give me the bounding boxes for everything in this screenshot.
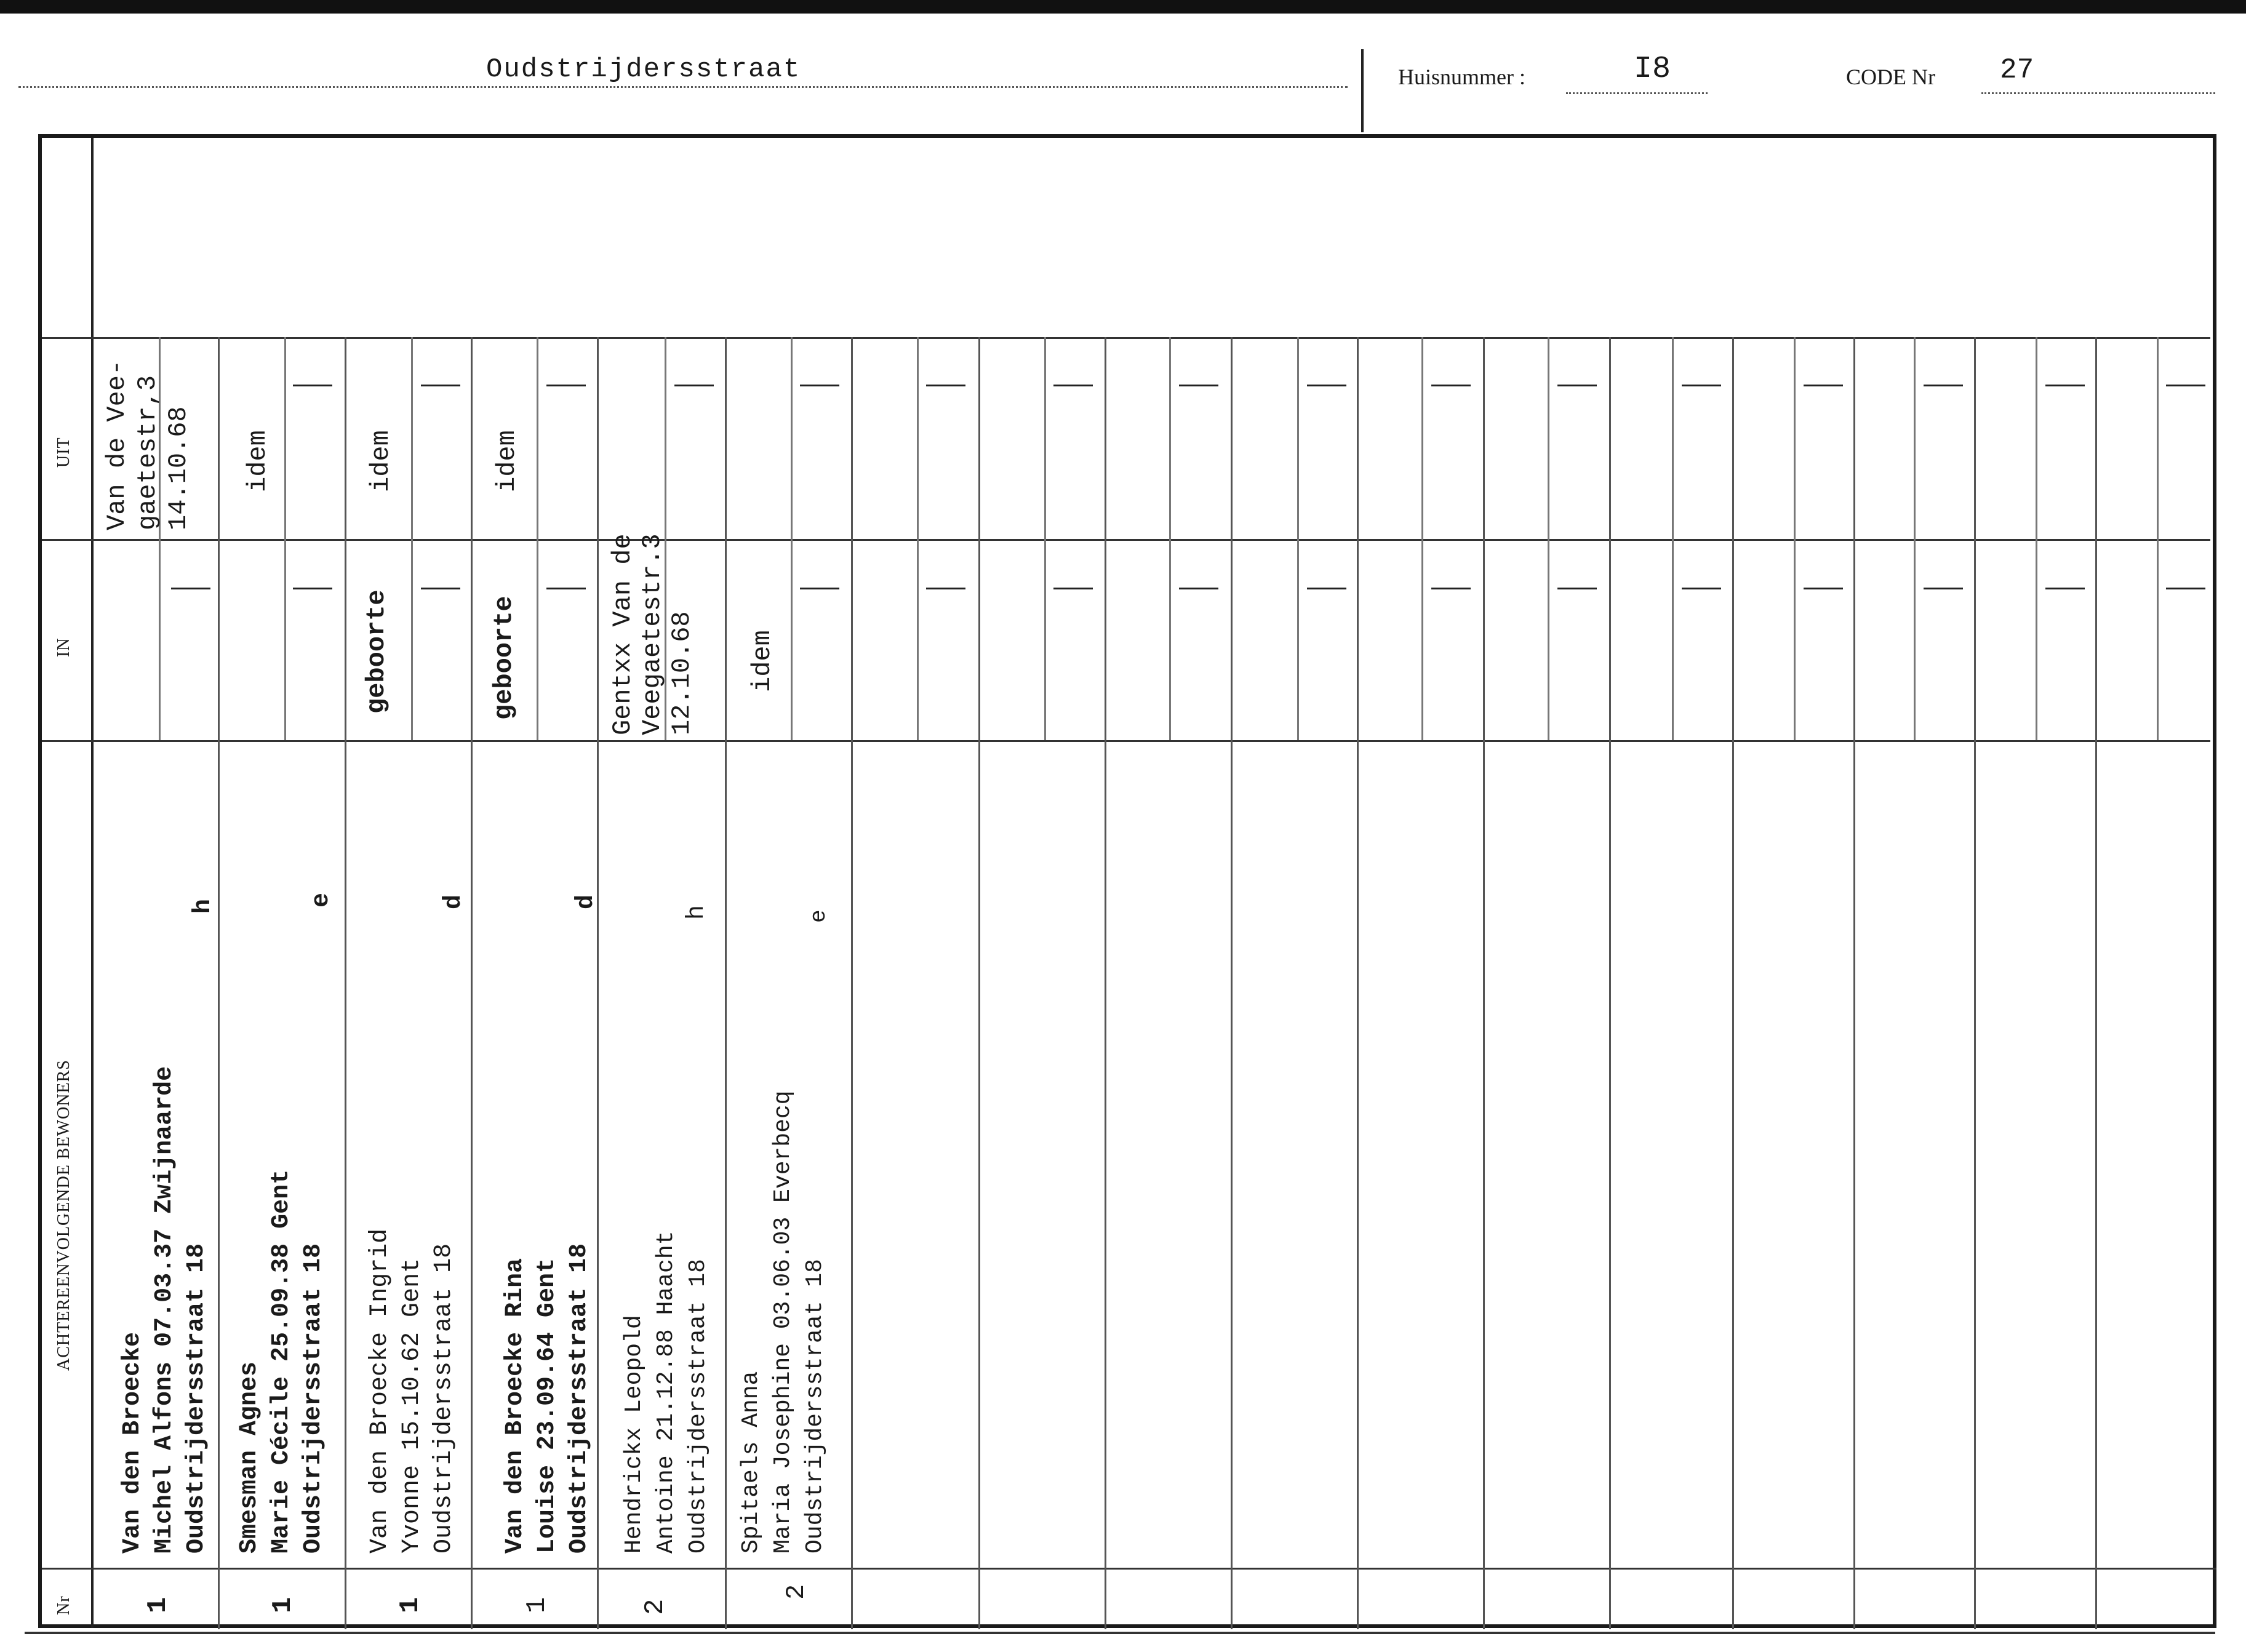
resident-given-names-birth: Yvonne 15.10.62 Gent bbox=[398, 1258, 426, 1554]
resident-1-nr: 1 bbox=[143, 1597, 174, 1613]
sub-column-divider bbox=[2157, 337, 2159, 740]
resident-5-details bbox=[618, 1231, 714, 1554]
resident-address: Oudstrijdersstraat 18 bbox=[300, 1243, 327, 1554]
section-label-column bbox=[42, 138, 94, 1628]
in-line: idem bbox=[748, 630, 777, 692]
resident-given-names-birth: Louise 23.09.64 Gent bbox=[534, 1258, 561, 1554]
empty-mark bbox=[1179, 385, 1218, 386]
resident-4-details bbox=[500, 1243, 596, 1554]
uit-line: idem bbox=[243, 430, 273, 492]
empty-mark bbox=[1307, 588, 1346, 589]
empty-mark bbox=[926, 588, 965, 589]
uit-line: gaetestr,3 bbox=[133, 375, 162, 530]
empty-mark bbox=[1804, 588, 1843, 589]
empty-mark bbox=[1557, 588, 1597, 589]
resident-name: Van den Broecke bbox=[119, 1331, 146, 1554]
sub-column-divider bbox=[411, 337, 413, 740]
column-divider bbox=[1231, 337, 1233, 1629]
empty-mark bbox=[926, 385, 965, 386]
sub-column-divider bbox=[284, 337, 286, 740]
empty-mark bbox=[171, 588, 210, 589]
house-number-dotted-line bbox=[1566, 92, 1708, 94]
section-label-in: IN bbox=[54, 637, 73, 657]
sub-column-divider bbox=[1914, 337, 1916, 740]
column-divider bbox=[597, 337, 599, 1629]
section-label-uit: UIT bbox=[54, 437, 73, 468]
header-separator bbox=[1361, 49, 1364, 132]
resident-3-mark: d bbox=[440, 894, 468, 909]
label-divider-uit bbox=[42, 337, 94, 339]
resident-address: Oudstrijdersstraat 18 bbox=[802, 1259, 828, 1554]
sub-column-divider bbox=[1548, 337, 1549, 740]
sub-column-divider bbox=[1794, 337, 1796, 740]
empty-mark bbox=[421, 385, 460, 386]
empty-mark bbox=[1053, 588, 1093, 589]
resident-1-details bbox=[117, 1066, 213, 1554]
resident-5-nr: 2 bbox=[640, 1598, 671, 1615]
empty-mark bbox=[1053, 385, 1093, 386]
sub-column-divider bbox=[1672, 337, 1674, 740]
sub-column-divider bbox=[791, 337, 793, 740]
resident-name: Van den Broecke Rina bbox=[502, 1258, 529, 1554]
empty-mark bbox=[1179, 588, 1218, 589]
resident-3-in bbox=[362, 589, 391, 714]
resident-given-names-birth: Maria Josephine 03.06.03 Everbecq bbox=[770, 1090, 796, 1554]
empty-mark bbox=[800, 385, 839, 386]
label-divider-bewoners bbox=[42, 740, 94, 742]
empty-mark bbox=[2166, 588, 2205, 589]
empty-mark bbox=[1431, 588, 1471, 589]
empty-mark bbox=[800, 588, 839, 589]
street-dotted-line bbox=[18, 86, 1348, 88]
sub-column-divider bbox=[537, 337, 538, 740]
column-divider bbox=[471, 337, 473, 1629]
empty-mark bbox=[1682, 385, 1721, 386]
resident-address: Oudstrijdersstraat 18 bbox=[565, 1243, 593, 1554]
code-number-value: 27 bbox=[2000, 54, 2034, 86]
sub-column-divider bbox=[1169, 337, 1171, 740]
column-divider bbox=[1974, 337, 1976, 1629]
empty-mark bbox=[546, 385, 586, 386]
resident-3-details bbox=[364, 1229, 460, 1554]
empty-mark bbox=[1431, 385, 1471, 386]
column-divider bbox=[1609, 337, 1611, 1629]
scan-top-edge bbox=[0, 0, 2246, 14]
resident-4-uit bbox=[492, 430, 522, 492]
empty-mark bbox=[1307, 385, 1346, 386]
resident-6-details bbox=[735, 1090, 831, 1554]
resident-5-in bbox=[608, 533, 697, 735]
resident-address: Oudstrijdersstraat 18 bbox=[183, 1243, 210, 1554]
resident-4-in bbox=[489, 596, 519, 720]
code-dotted-line bbox=[1981, 92, 2215, 94]
scan-bottom-edge bbox=[25, 1632, 2215, 1634]
column-divider bbox=[725, 337, 727, 1629]
resident-6-mark: e bbox=[806, 909, 831, 923]
section-label-nr: Nr bbox=[54, 1595, 73, 1615]
empty-mark bbox=[674, 385, 714, 386]
column-divider bbox=[851, 337, 853, 1629]
resident-2-nr: 1 bbox=[268, 1597, 298, 1613]
in-line: Veegaetestr.3 bbox=[637, 533, 667, 735]
in-line: geboorte bbox=[489, 596, 519, 720]
resident-given-names-birth: Antoine 21.12.88 Haacht bbox=[653, 1231, 679, 1554]
column-divider bbox=[218, 337, 220, 1629]
resident-3-nr: 1 bbox=[395, 1597, 426, 1613]
sub-column-divider bbox=[2036, 337, 2037, 740]
sub-column-divider bbox=[1044, 337, 1046, 740]
column-divider bbox=[1732, 337, 1734, 1629]
resident-name: Spitaels Anna bbox=[738, 1371, 764, 1554]
resident-4-mark: d bbox=[572, 894, 600, 909]
empty-mark bbox=[2166, 385, 2205, 386]
column-divider bbox=[1357, 337, 1359, 1629]
resident-given-names-birth: Michel Alfons 07.03.37 Zwijnaarde bbox=[151, 1066, 178, 1554]
empty-mark bbox=[2045, 385, 2085, 386]
in-line: Gentxx Van de bbox=[608, 533, 637, 735]
section-label-bewoners: ACHTEREENVOLGENDE BEWONERS bbox=[54, 1059, 73, 1371]
sub-column-divider bbox=[1421, 337, 1423, 740]
resident-1-uit bbox=[102, 360, 194, 530]
resident-name: Smesman Agnes bbox=[236, 1361, 263, 1554]
resident-5-mark: h bbox=[683, 904, 711, 920]
in-line: geboorte bbox=[362, 589, 391, 714]
resident-6-nr: 2 bbox=[781, 1584, 811, 1600]
sub-column-divider bbox=[1297, 337, 1299, 740]
uit-line: idem bbox=[492, 430, 522, 492]
resident-6-in bbox=[748, 630, 777, 692]
code-label: CODE Nr bbox=[1846, 65, 1935, 89]
resident-name: Hendrickx Leopold bbox=[621, 1315, 647, 1554]
column-divider bbox=[1483, 337, 1485, 1629]
sub-column-divider bbox=[917, 337, 919, 740]
column-divider bbox=[1853, 337, 1855, 1629]
bewoners-top-border bbox=[94, 740, 2210, 742]
resident-address: Oudstrijdersstraat 18 bbox=[430, 1243, 458, 1554]
label-divider-in bbox=[42, 539, 94, 541]
empty-mark bbox=[1557, 385, 1597, 386]
resident-given-names-birth: Marie Cécile 25.09.38 Gent bbox=[268, 1169, 295, 1554]
column-divider bbox=[978, 337, 980, 1629]
empty-mark bbox=[1804, 385, 1843, 386]
empty-mark bbox=[293, 385, 332, 386]
column-divider bbox=[2095, 337, 2097, 1629]
street-name: Oudstrijdersstraat bbox=[486, 54, 801, 85]
uit-line: idem bbox=[366, 430, 396, 492]
resident-4-nr: 1 bbox=[522, 1597, 553, 1613]
resident-address: Oudstrijdersstraat 18 bbox=[685, 1259, 711, 1554]
column-divider bbox=[1105, 337, 1106, 1629]
empty-mark bbox=[1924, 588, 1963, 589]
house-number-label: Huisnummer : bbox=[1398, 65, 1525, 89]
uit-line: Van de Vee- bbox=[102, 359, 132, 530]
in-line: 12.10.68 bbox=[667, 611, 697, 735]
resident-2-mark: e bbox=[308, 892, 335, 908]
empty-mark bbox=[293, 588, 332, 589]
empty-mark bbox=[1924, 385, 1963, 386]
empty-mark bbox=[546, 588, 586, 589]
resident-1-mark: h bbox=[190, 898, 217, 914]
resident-name: Van den Broecke Ingrid bbox=[366, 1228, 394, 1554]
resident-2-details bbox=[234, 1170, 330, 1554]
nr-top-border bbox=[42, 1568, 2216, 1570]
uit-line: 14.10.68 bbox=[164, 406, 193, 530]
house-number-value: I8 bbox=[1634, 52, 1671, 87]
empty-mark bbox=[2045, 588, 2085, 589]
column-divider bbox=[345, 337, 346, 1629]
empty-mark bbox=[1682, 588, 1721, 589]
resident-3-uit bbox=[366, 430, 396, 492]
resident-2-uit bbox=[243, 430, 273, 492]
empty-mark bbox=[421, 588, 460, 589]
